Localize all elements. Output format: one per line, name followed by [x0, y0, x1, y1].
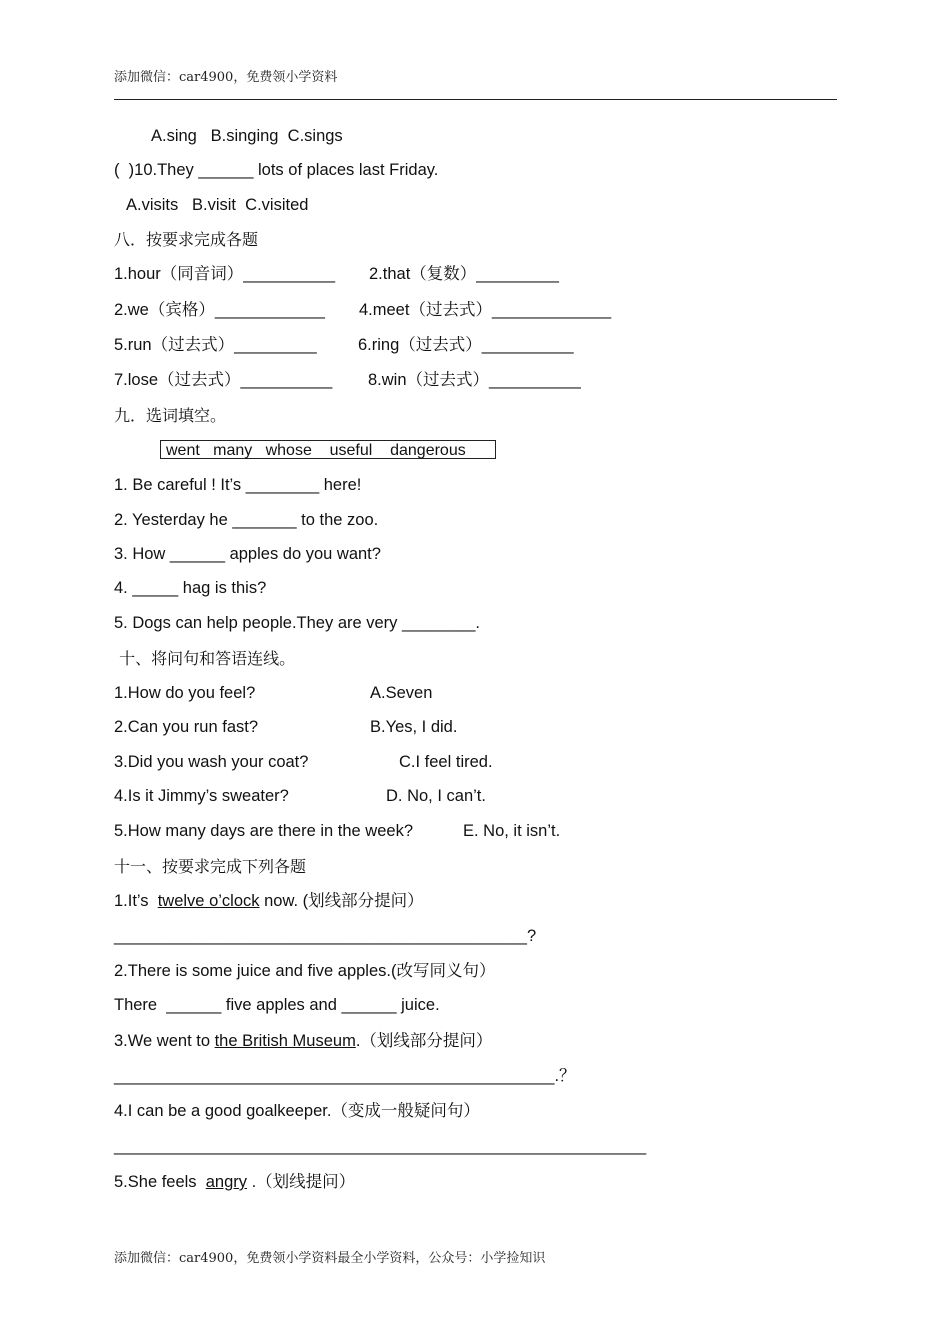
q2-answer-line: There ______ five apples and ______ juice. — [114, 996, 440, 1014]
section8-row2-right: 4.meet（过去式）_____________ — [359, 301, 612, 319]
section8-row3-right: 6.ring（过去式）__________ — [358, 336, 574, 354]
section9-title: 九．选词填空。 — [114, 406, 227, 425]
section8-row2-left: 2.we（宾格）____________ — [114, 301, 325, 319]
section8-row1-right: 2.that（复数）_________ — [369, 265, 559, 283]
q5-suffix: .（划线提问） — [247, 1173, 356, 1191]
match-question-5: 5.How many days are there in the week? — [114, 822, 413, 840]
q3-answer-line: ________________________________________________.？ — [114, 1067, 576, 1085]
header-rule — [114, 99, 837, 100]
match-question-1: 1.How do you feel? — [114, 684, 256, 702]
q1-suffix: now. (划线部分提问） — [259, 892, 424, 910]
q4-answer-line: __________________________________________________________ — [114, 1137, 647, 1155]
match-answer-e: E. No, it isn’t. — [463, 822, 561, 840]
page-footer: 添加微信：car4900，免费领小学资料最全小学资料，公众号：小学捡知识 — [114, 1251, 546, 1266]
section9-item-1: 1. Be careful ! It’s ________ here! — [114, 476, 362, 494]
match-answer-c: C.I feel tired. — [399, 753, 493, 771]
match-answer-a: A.Seven — [370, 684, 433, 702]
section11-q5 — [114, 1172, 355, 1192]
q3-prefix: 3.We went to — [114, 1032, 215, 1050]
section8-row4-right: 8.win（过去式）__________ — [368, 371, 581, 389]
match-question-4: 4.Is it Jimmy’s sweater? — [114, 787, 289, 805]
q3-underlined-phrase: the British Museum — [214, 1032, 356, 1050]
q9-options: A.sing B.singing C.sings — [151, 127, 343, 145]
match-answer-b: B.Yes, I did. — [370, 718, 458, 736]
word-bank-box: went many whose useful dangerous — [160, 440, 496, 459]
section11-title: 十一、按要求完成下列各题 — [114, 857, 307, 876]
q3-suffix: .（划线部分提问） — [355, 1032, 493, 1050]
q10-options: A.visits B.visit C.visited — [126, 196, 309, 214]
q5-underlined-word: angry — [205, 1173, 248, 1191]
q1-prefix: 1.It’s — [114, 892, 158, 910]
match-question-2: 2.Can you run fast? — [114, 718, 259, 736]
section8-title: 八．按要求完成各题 — [114, 230, 259, 249]
section8-row3-left: 5.run（过去式）_________ — [114, 336, 317, 354]
section11-q1 — [114, 891, 424, 911]
q5-prefix: 5.She feels — [114, 1173, 206, 1191]
section10-title: 十、将问句和答语连线。 — [114, 649, 296, 668]
page-header: 添加微信：car4900，免费领小学资料 — [114, 70, 338, 85]
section9-item-4: 4. _____ hag is this? — [114, 579, 267, 597]
section9-item-2: 2. Yesterday he _______ to the zoo. — [114, 511, 379, 529]
q1-answer-line: _____________________________________________? — [114, 927, 537, 945]
match-question-3: 3.Did you wash your coat? — [114, 753, 309, 771]
q1-underlined-phrase: twelve o’clock — [157, 892, 260, 910]
section11-q2: 2.There is some juice and five apples.(改写同义句） — [114, 962, 496, 980]
match-answer-d: D. No, I can’t. — [386, 787, 486, 805]
section8-row4-left: 7.lose（过去式）__________ — [114, 371, 333, 389]
section11-q3 — [114, 1031, 492, 1051]
section9-item-5: 5. Dogs can help people.They are very ________. — [114, 614, 480, 632]
section11-q4: 4.I can be a good goalkeeper.（变成一般疑问句） — [114, 1102, 480, 1120]
section8-row1-left: 1.hour（同音词）__________ — [114, 265, 336, 283]
q10-stem: ( )10.They ______ lots of places last Friday. — [114, 161, 439, 179]
section9-item-3: 3. How ______ apples do you want? — [114, 545, 381, 563]
